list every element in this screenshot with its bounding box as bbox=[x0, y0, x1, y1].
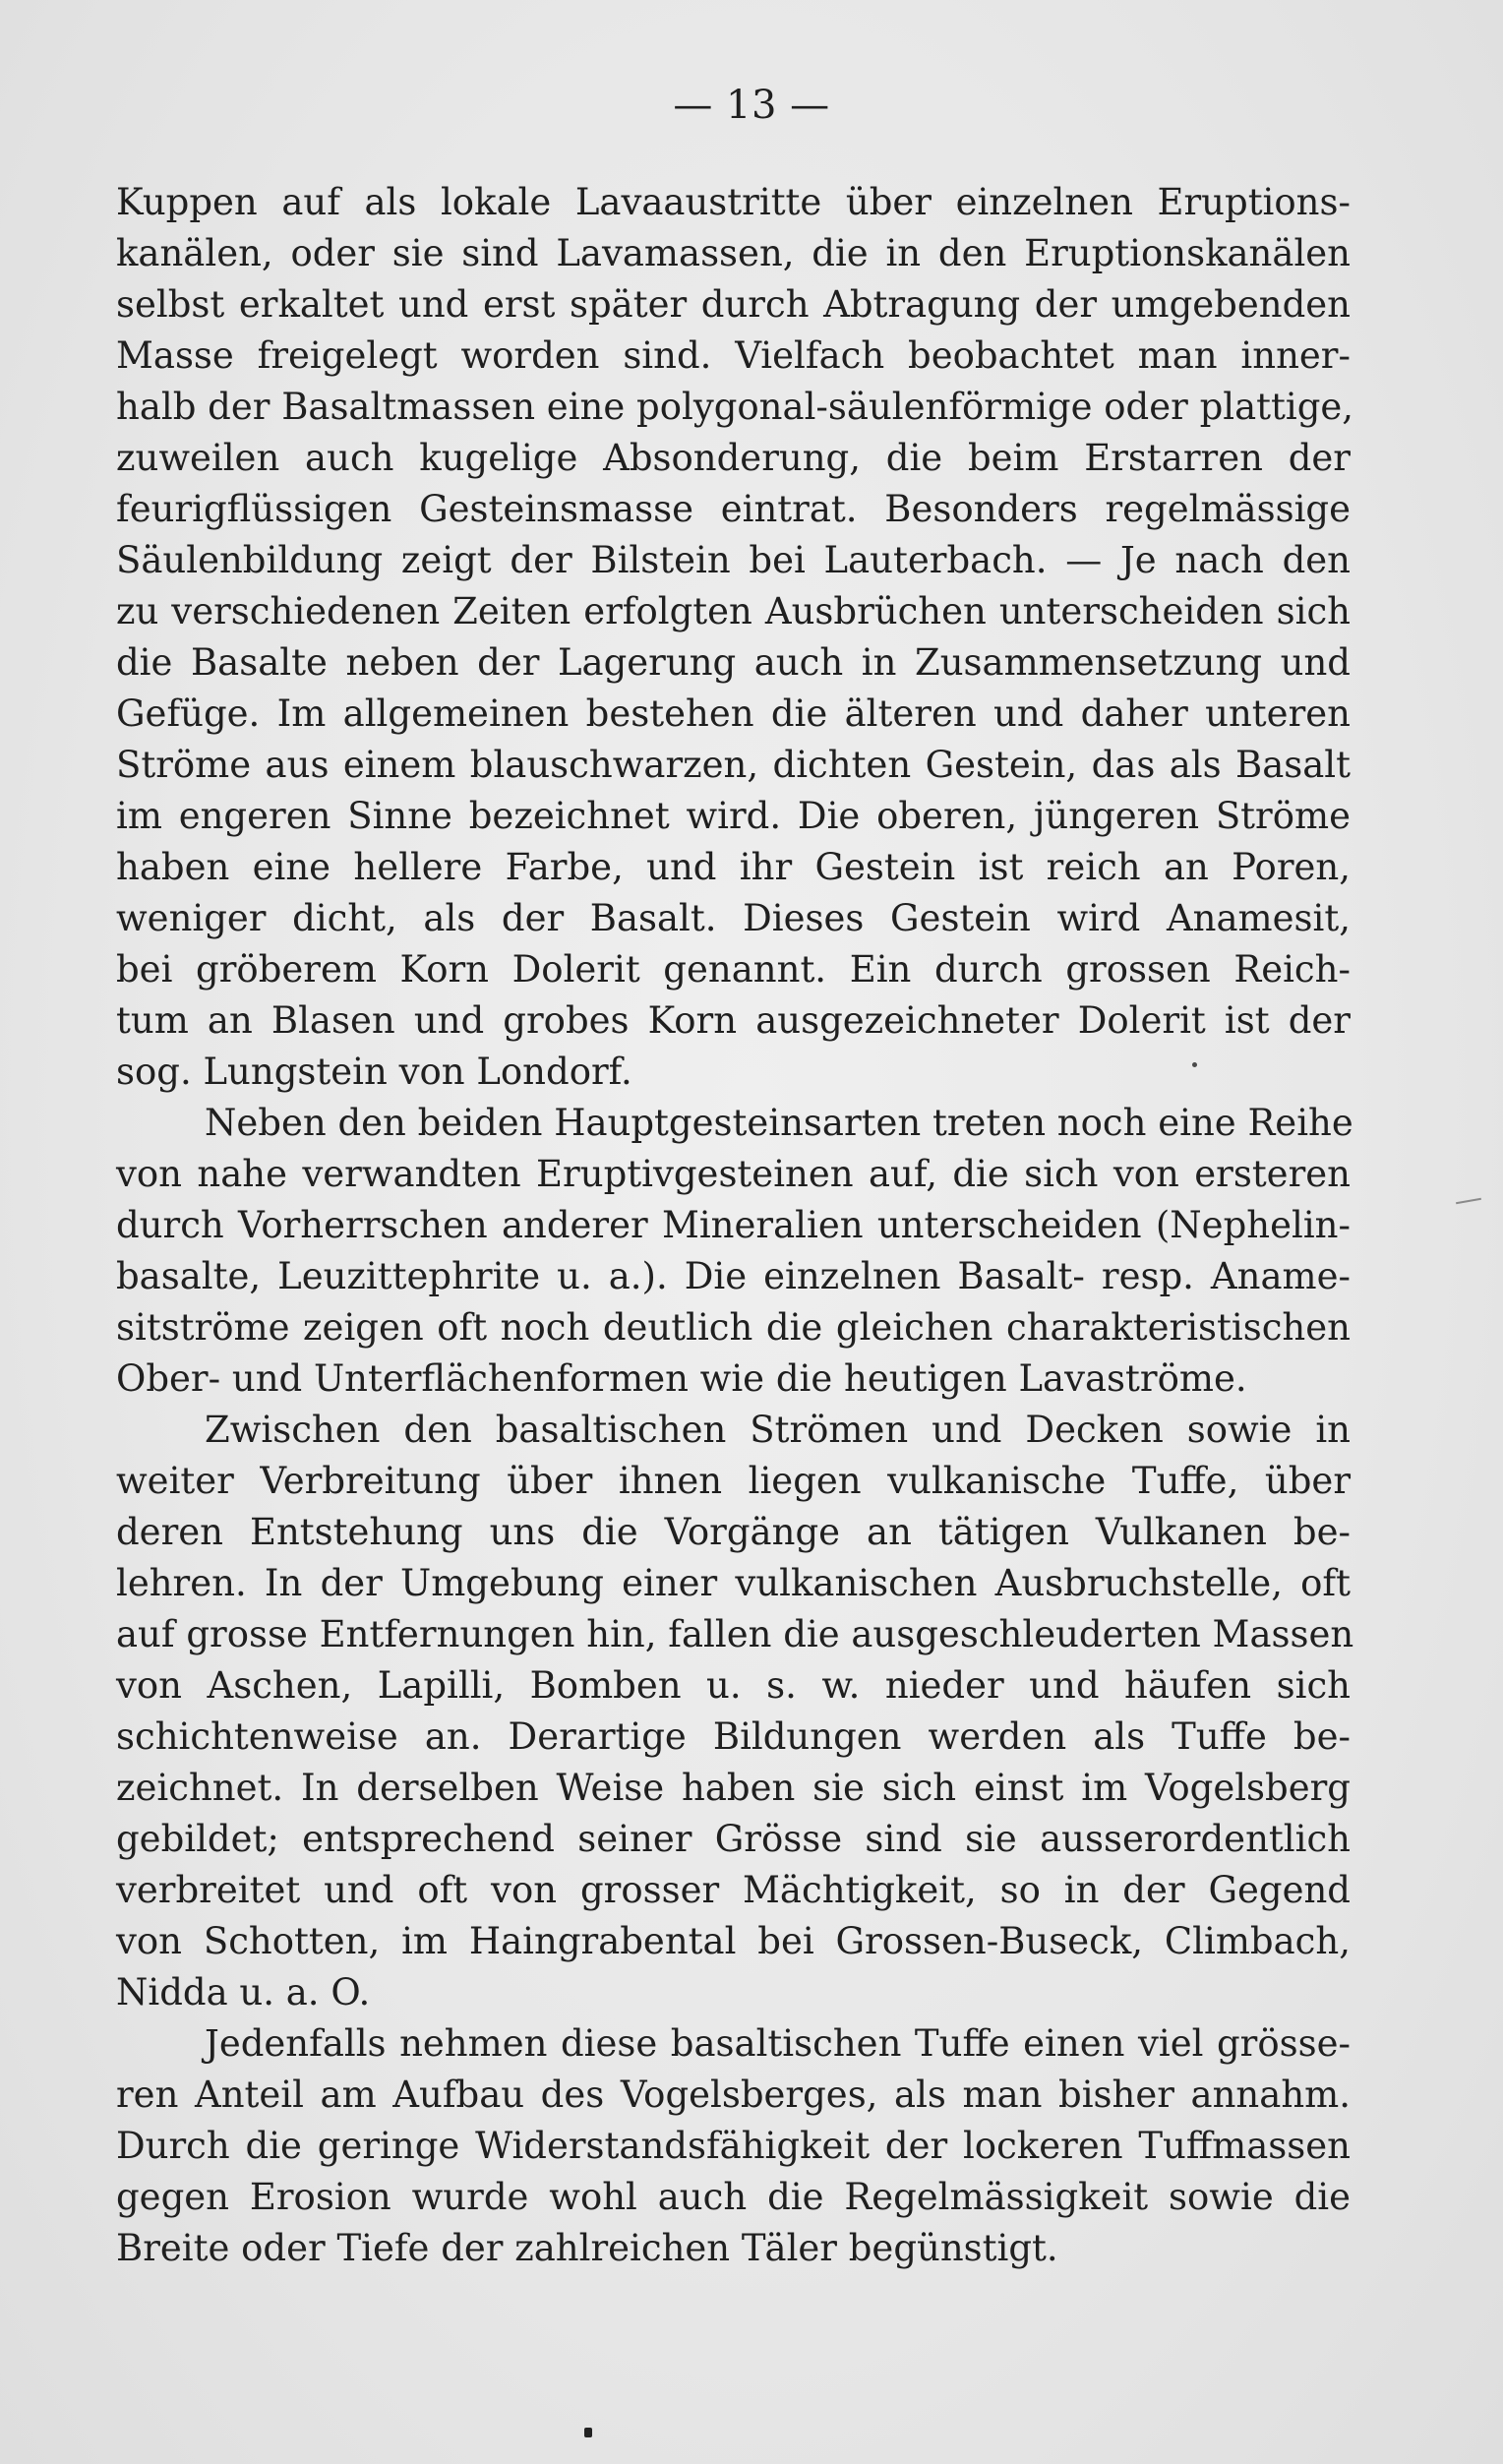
text-line: weniger dicht, als der Basalt. Dieses Gestein wird Anamesit, bbox=[116, 897, 1351, 939]
text-line: die Basalte neben der Lagerung auch in Zusammensetzung und bbox=[116, 641, 1351, 684]
text-line: halb der Basaltmassen eine polygonal-säulenförmige oder plattige, bbox=[116, 386, 1354, 428]
text-line: von Aschen, Lapilli, Bomben u. s. w. nieder und häufen sich bbox=[116, 1664, 1351, 1707]
text-line: Säulenbildung zeigt der Bilstein bei Lauterbach. — Je nach den bbox=[116, 539, 1351, 581]
text-line: ren Anteil am Aufbau des Vogelsberges, als man bisher annahm. bbox=[116, 2073, 1351, 2116]
text-line: bei gröberem Korn Dolerit genannt. Ein durch grossen Reich- bbox=[116, 948, 1351, 991]
text-line: von nahe verwandten Eruptivgesteinen auf, die sich von ersteren bbox=[116, 1153, 1351, 1195]
text-line: gebildet; entsprechend seiner Grösse sind sie ausserordentlich bbox=[116, 1818, 1351, 1860]
text-line: durch Vorherrschen anderer Mineralien unterscheiden (Nephelin- bbox=[116, 1204, 1351, 1246]
text-line: basalte, Leuzittephrite u. a.). Die einzelnen Basalt- resp. Aname- bbox=[116, 1255, 1351, 1297]
text-line: Neben den beiden Hauptgesteinsarten treten noch eine Reihe bbox=[205, 1102, 1353, 1144]
text-line: gegen Erosion wurde wohl auch die Regelmässigkeit sowie die bbox=[116, 2176, 1351, 2218]
text-line: lehren. In der Umgebung einer vulkanischen Ausbruchstelle, oft bbox=[116, 1562, 1351, 1604]
text-line: zuweilen auch kugelige Absonderung, die beim Erstarren der bbox=[116, 437, 1351, 479]
text-line: kanälen, oder sie sind Lavamassen, die in den Eruptionskanälen bbox=[116, 232, 1351, 274]
text-line: haben eine hellere Farbe, und ihr Gestein ist reich an Poren, bbox=[116, 846, 1351, 888]
text-line: Gefüge. Im allgemeinen bestehen die älteren und daher unteren bbox=[116, 692, 1351, 735]
text-line: Zwischen den basaltischen Strömen und Decken sowie in bbox=[205, 1409, 1351, 1451]
text-line: auf grosse Entfernungen hin, fallen die ausgeschleuderten Massen bbox=[116, 1613, 1354, 1655]
text-line: weiter Verbreitung über ihnen liegen vulkanische Tuffe, über bbox=[116, 1460, 1351, 1502]
text-line: selbst erkaltet und erst später durch Abtragung der umgebenden bbox=[116, 283, 1351, 326]
text-line: Jedenfalls nehmen diese basaltischen Tuffe einen viel grösse- bbox=[205, 2022, 1351, 2065]
text-line: Ober- und Unterflächenformen wie die heutigen Lavaströme. bbox=[116, 1357, 1247, 1400]
text-line: von Schotten, im Haingrabental bei Grossen-Buseck, Climbach, bbox=[116, 1920, 1351, 1962]
scan-mark bbox=[1456, 1198, 1481, 1204]
bottom-print-mark bbox=[584, 2428, 592, 2437]
text-line: Kuppen auf als lokale Lavaaustritte über einzelnen Eruptions- bbox=[116, 181, 1351, 223]
text-line: tum an Blasen und grobes Korn ausgezeichneter Dolerit ist der bbox=[116, 999, 1351, 1042]
text-line: zeichnet. In derselben Weise haben sie sich einst im Vogelsberg bbox=[116, 1767, 1351, 1809]
text-line: Breite oder Tiefe der zahlreichen Täler begünstigt. bbox=[116, 2227, 1058, 2269]
text-line: sog. Lungstein von Londorf. bbox=[116, 1051, 632, 1093]
text-line: Ströme aus einem blauschwarzen, dichten Gestein, das als Basalt bbox=[116, 744, 1351, 786]
text-line: feurigflüssigen Gesteinsmasse eintrat. Besonders regelmässige bbox=[116, 488, 1351, 530]
text-line: Nidda u. a. O. bbox=[116, 1971, 371, 2013]
text-line: sitströme zeigen oft noch deutlich die gleichen charakteristischen bbox=[116, 1306, 1351, 1349]
page-number: — 13 — bbox=[673, 83, 830, 128]
text-line: zu verschiedenen Zeiten erfolgten Ausbrüchen unterscheiden sich bbox=[116, 590, 1351, 632]
text-line: deren Entstehung uns die Vorgänge an tätigen Vulkanen be- bbox=[116, 1511, 1351, 1553]
text-line: Durch die geringe Widerstandsfähigkeit der lockeren Tuffmassen bbox=[116, 2125, 1351, 2167]
text-line: schichtenweise an. Derartige Bildungen werden als Tuffe be- bbox=[116, 1715, 1351, 1758]
scan-speck bbox=[1192, 1062, 1197, 1067]
text-line: im engeren Sinne bezeichnet wird. Die oberen, jüngeren Ströme bbox=[116, 795, 1351, 837]
text-line: Masse freigelegt worden sind. Vielfach beobachtet man inner- bbox=[116, 334, 1351, 377]
text-line: verbreitet und oft von grosser Mächtigkeit, so in der Gegend bbox=[116, 1869, 1351, 1911]
